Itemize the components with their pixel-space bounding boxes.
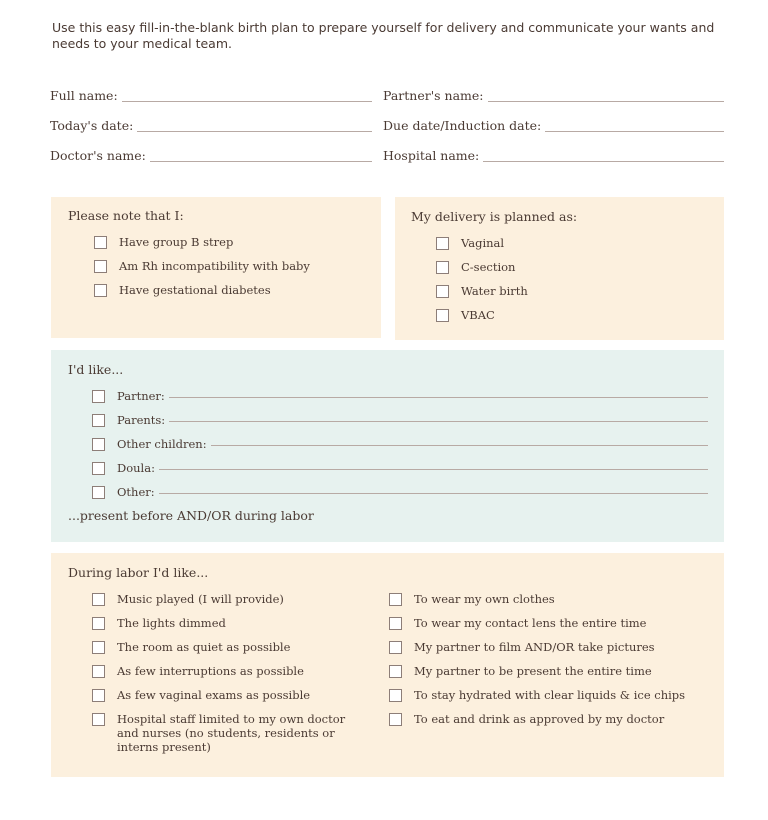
delivery-panel [395,197,724,340]
labor-item-label: My partner to film AND/OR take pictures [414,640,655,654]
checkbox[interactable] [92,414,105,427]
checkbox[interactable] [92,462,105,475]
delivery-item[interactable] [436,308,495,322]
checkbox[interactable] [436,309,449,322]
due-date-field[interactable] [383,116,724,134]
checkbox[interactable] [92,390,105,403]
checkbox[interactable] [92,617,105,630]
checkbox[interactable] [389,641,402,654]
note-panel-title: Please note that I: [68,208,184,223]
todays-date-line[interactable] [137,121,372,132]
delivery-item[interactable] [436,284,528,298]
checkbox[interactable] [92,689,105,702]
labor-item[interactable] [92,712,347,754]
labor-item-label: Hospital staff limited to my own doctor and nurses (no students, residents or interns present) [117,712,346,754]
delivery-panel-title: My delivery is planned as: [411,209,578,224]
checkbox[interactable] [436,237,449,250]
labor-item-label: To wear my contact lens the entire time [414,616,647,630]
labor-item[interactable] [389,688,685,702]
labor-item[interactable] [92,640,290,654]
checkbox[interactable] [92,641,105,654]
like-item-line[interactable] [211,437,708,446]
like-item-line[interactable] [169,389,708,398]
checkbox[interactable] [92,593,105,606]
labor-item-label: The room as quiet as possible [117,640,291,654]
doctor-name-label: Doctor's name: [50,148,146,163]
checkbox[interactable] [94,260,107,273]
full-name-label: Full name: [50,88,118,103]
labor-item[interactable] [389,664,652,678]
checkbox[interactable] [436,261,449,274]
checkbox[interactable] [389,665,402,678]
checkbox[interactable] [92,438,105,451]
labor-item-label: As few vaginal exams as possible [117,688,311,702]
note-item-label: Have group B strep [119,235,234,249]
checkbox[interactable] [436,285,449,298]
checkbox[interactable] [92,665,105,678]
like-item-label: Parents: [117,413,166,427]
delivery-item[interactable] [436,236,504,250]
partner-name-line[interactable] [488,91,724,102]
hospital-name-field[interactable] [383,146,724,164]
checkbox[interactable] [92,713,105,726]
doctor-name-field[interactable] [50,146,372,164]
delivery-item-label: C-section [461,260,516,274]
like-item-label: Doula: [117,461,155,475]
note-item-label: Have gestational diabetes [119,283,271,297]
like-item[interactable] [92,437,708,451]
checkbox[interactable] [389,593,402,606]
note-item[interactable] [94,283,271,297]
full-name-line[interactable] [122,91,372,102]
checkbox[interactable] [94,284,107,297]
delivery-item-label: VBAC [461,308,495,322]
delivery-item-label: Vaginal [461,236,505,250]
labor-item[interactable] [92,664,304,678]
intro-text: Use this easy fill-in-the-blank birth plan to prepare yourself for delivery and communicate your wants and needs to your medical team. [52,20,715,51]
labor-item-label: The lights dimmed [117,616,226,630]
like-item[interactable] [92,413,708,427]
checkbox[interactable] [94,236,107,249]
todays-date-field[interactable] [50,116,372,134]
labor-item-label: To stay hydrated with clear liquids & ice chips [414,688,686,702]
due-date-label: Due date/Induction date: [383,118,542,133]
labor-item-label: To eat and drink as approved by my doctor [414,712,665,726]
doctor-name-line[interactable] [150,151,372,162]
note-panel [51,197,381,338]
labor-item[interactable] [389,640,655,654]
like-item-label: Other children: [117,437,207,451]
note-item-label: Am Rh incompatibility with baby [119,259,310,273]
full-name-field[interactable] [50,86,372,104]
labor-item[interactable] [92,592,284,606]
due-date-line[interactable] [545,121,724,132]
like-panel-footer: ...present before AND/OR during labor [68,508,314,523]
labor-item[interactable] [92,688,310,702]
like-item[interactable] [92,485,708,499]
labor-panel-title: During labor I'd like... [68,565,209,580]
like-item[interactable] [92,389,708,403]
checkbox[interactable] [389,689,402,702]
like-item-line[interactable] [159,461,708,470]
like-panel-title: I'd like... [68,362,124,377]
like-item[interactable] [92,461,708,475]
partner-name-field[interactable] [383,86,724,104]
like-panel [51,350,724,542]
hospital-name-label: Hospital name: [383,148,480,163]
note-item[interactable] [94,259,310,273]
labor-item[interactable] [389,592,555,606]
like-item-line[interactable] [169,413,708,422]
labor-panel [51,553,724,777]
like-item-label: Partner: [117,389,165,403]
labor-item[interactable] [389,616,646,630]
delivery-item[interactable] [436,260,515,274]
partner-name-label: Partner's name: [383,88,484,103]
labor-item-label: To wear my own clothes [414,592,555,606]
labor-item[interactable] [389,712,664,726]
like-item-label: Other: [117,485,155,499]
like-item-line[interactable] [159,485,708,494]
labor-item-label: My partner to be present the entire time [414,664,652,678]
todays-date-label: Today's date: [50,118,134,133]
labor-item-label: Music played (I will provide) [117,592,284,606]
checkbox[interactable] [92,486,105,499]
checkbox[interactable] [389,617,402,630]
delivery-item-label: Water birth [461,284,528,298]
labor-item-label: As few interruptions as possible [117,664,304,678]
hospital-name-line[interactable] [483,151,724,162]
checkbox[interactable] [389,713,402,726]
labor-item[interactable] [92,616,226,630]
note-item[interactable] [94,235,233,249]
